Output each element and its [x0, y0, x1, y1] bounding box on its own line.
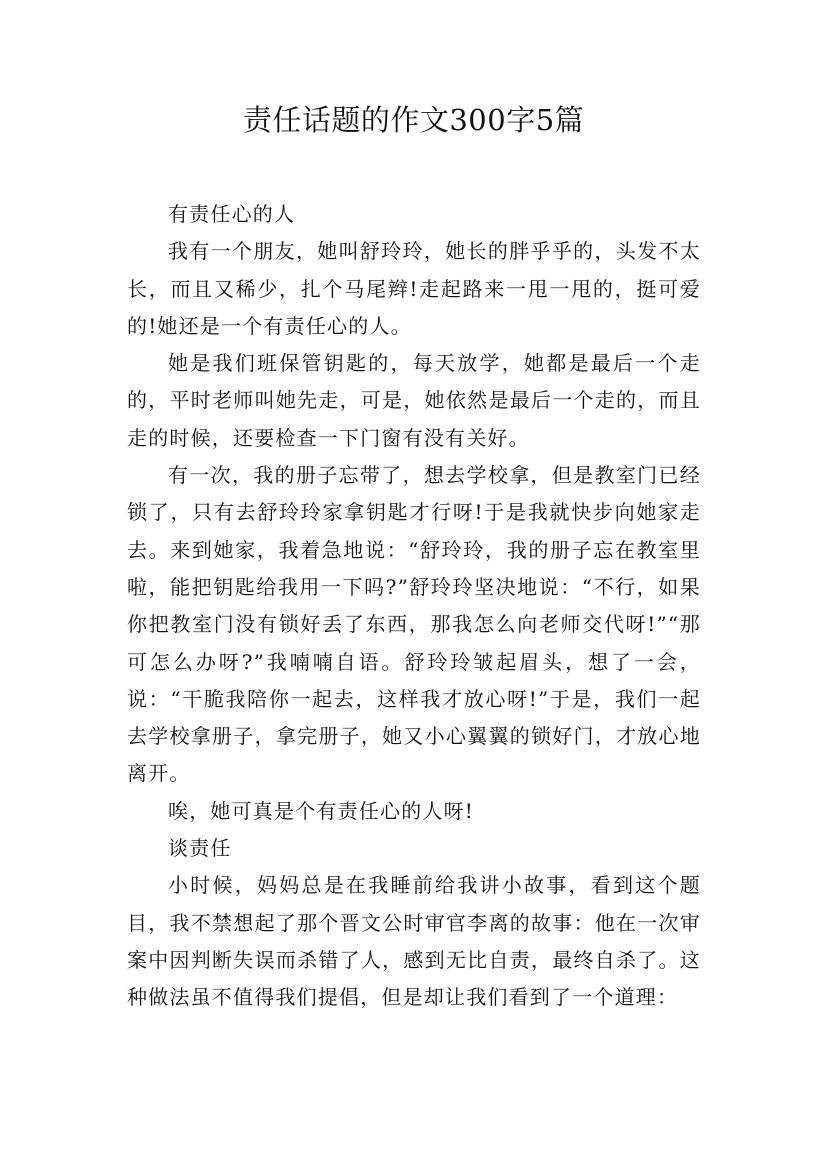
paragraph: 小时候，妈妈总是在我睡前给我讲小故事，看到这个题目，我不禁想起了那个晋文公时审官李离的故事：他在一次审案中因判断失误而杀错了人，感到无比自责，最终自杀了。这种做法虽不值得我们提倡，但是却让我们看到了一个道理：	[127, 873, 701, 1010]
document-body	[127, 196, 701, 1017]
paragraph: 她是我们班保管钥匙的，每天放学，她都是最后一个走的，平时老师叫她先走，可是，她依然是最后一个走的，而且走的时候，还要检查一下门窗有没有关好。	[127, 351, 701, 450]
paragraph: 我有一个朋友，她叫舒玲玲，她长的胖乎乎的，头发不太长，而且又稀少，扎个马尾辫!走起路来一甩一甩的，挺可爱的!她还是一个有责任心的人。	[127, 239, 701, 338]
paragraph: 有一次，我的册子忘带了，想去学校拿，但是教室门已经锁了，只有去舒玲玲家拿钥匙才行呀!于是我就快步向她家走去。来到她家，我着急地说：“舒玲玲，我的册子忘在教室里啦，能把钥匙给我用一下吗?”舒玲玲坚决地说：“不行，如果你把教室门没有锁好丢了东西，那我怎么向老师交代呀!”“那可怎么办呀?”我喃喃自语。舒玲玲皱起眉头，想了一会，说：“干脆我陪你一起去，这样我才放心呀!”于是，我们一起去学校拿册子，拿完册子，她又小心翼翼的锁好门，才放心地离开。	[127, 463, 701, 786]
paragraph: 唉，她可真是个有责任心的人呀!	[168, 798, 475, 823]
section-heading-on-responsibility: 谈责任	[168, 836, 232, 861]
section-heading-responsible-person: 有责任心的人	[168, 202, 296, 226]
document-title: 责任话题的作文300字5篇	[242, 103, 585, 137]
